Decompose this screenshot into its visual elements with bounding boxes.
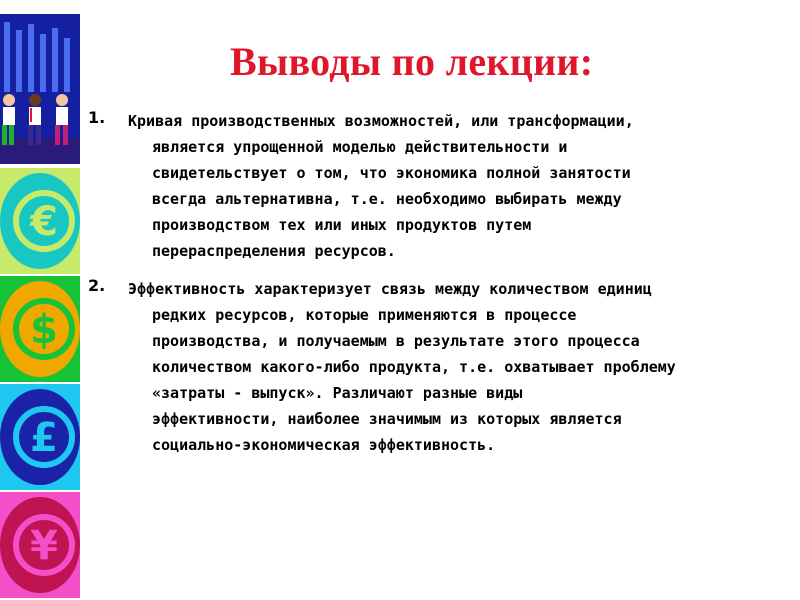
list-item — [88, 276, 796, 458]
item-text — [128, 108, 796, 264]
conclusions-list — [88, 108, 796, 470]
item-first-line: Эффективность характеризует связь между количеством единиц — [128, 280, 652, 298]
dollar-tile — [0, 276, 80, 382]
dollar-icon: $ — [30, 307, 58, 353]
item-text — [128, 276, 796, 458]
pound-icon: £ — [30, 415, 58, 461]
item-continuation: редких ресурсов, которые применяются в процессе производства, и получаемым в результате этого процесса количеством какого-либо продукта, т.е. охватывает проблему «затраты - выпуск». Различают разные виды эффективности, наиболее значимым из которых является социально-экономическая эффективность. — [152, 306, 676, 454]
slide-title: Выводы по лекции: — [230, 39, 594, 84]
sidebar-artwork — [0, 0, 80, 600]
yen-icon: ¥ — [30, 523, 58, 569]
business-people-illustration — [0, 14, 80, 164]
pound-tile — [0, 384, 80, 490]
euro-icon: € — [30, 199, 58, 245]
euro-tile — [0, 168, 80, 274]
decorative-sidebar — [0, 0, 80, 600]
yen-tile — [0, 492, 80, 598]
list-item — [88, 108, 796, 264]
item-number: 1. — [88, 108, 106, 127]
item-continuation: является упрощенной моделью действительности и свидетельствует о том, что экономика полной занятости всегда альтернативна, т.е. необходимо выбирать между производством тех или иных продуктов путем перераспределения ресурсов. — [152, 138, 631, 260]
item-number: 2. — [88, 276, 106, 295]
item-first-line: Кривая производственных возможностей, или трансформации, — [128, 112, 634, 130]
